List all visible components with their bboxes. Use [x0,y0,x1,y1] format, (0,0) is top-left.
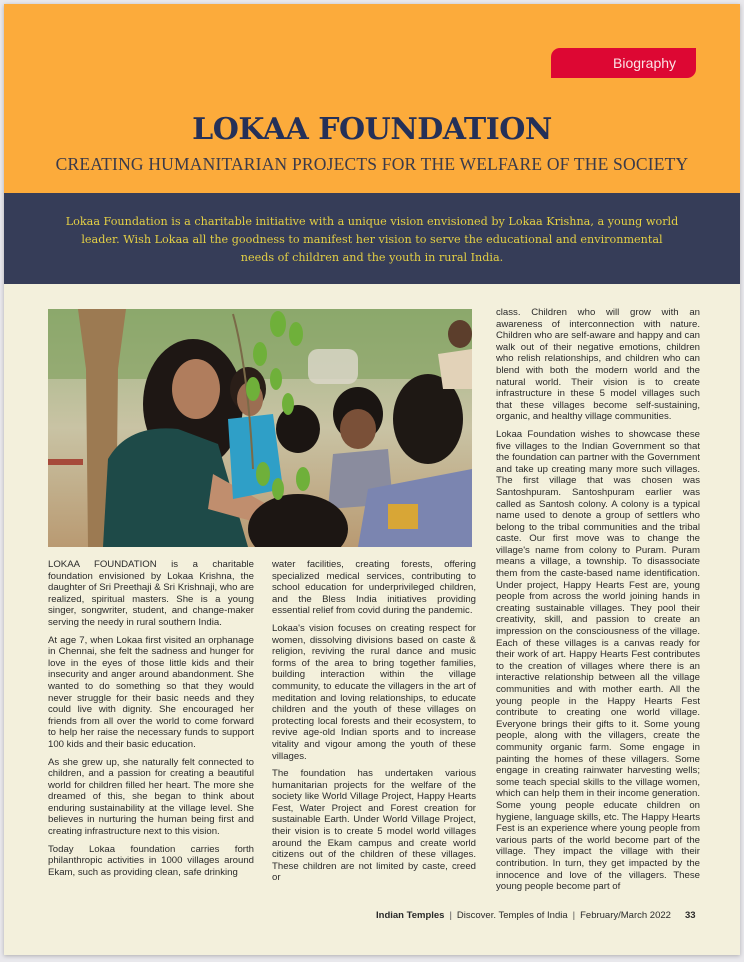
photo-illustration [48,309,472,547]
header-banner [4,4,740,193]
paragraph: As she grew up, she naturally felt connected to children, and a passion for creating a beautiful world for children filled her heart. The more she dreamed of this, she began to think about enduring sustainability at the village level. She believes in nurturing the human being first and creating infrastructure next to this vision. [48,756,254,838]
article-column-3 [496,307,700,899]
footer-tagline: Discover. Temples of India [456,910,568,921]
article-column-2 [272,559,476,890]
page-number: 33 [684,910,696,921]
paragraph: Lokaa's vision focuses on creating respect for women, dissolving divisions based on caste & religion, reviving the rural dance and music forms of the area to bring together families, building interaction within the village community, to educate the villagers in the art of meditation and loving relationships, to educate children and the youth of these villages on protecting local forests and their ecosystem, to revive age-old Indian sports and to increase vitality and vigour among the youth of these villages. [272,622,476,762]
page-subtitle: CREATING HUMANITARIAN PROJECTS FOR THE WELFARE OF THE SOCIETY [55,154,689,174]
page-footer [376,910,696,921]
footer-separator: | [572,910,576,921]
page-title: LOKAA FOUNDATION [192,112,552,147]
intro-band [4,193,740,284]
magazine-page [4,4,740,955]
footer-separator: | [449,910,452,921]
paragraph: Today Lokaa foundation carries forth philanthropic activities in 1000 villages around Ekam, such as providing clean, safe drinking [48,843,254,878]
intro-text: Lokaa Foundation is a charitable initiative with a unique vision envisioned by Lokaa Krishna, a young world leader. Wish Lokaa all the goodness to manifest her vision to serve the educational and environmental needs of children and the youth in rural India. [65,215,679,264]
footer-publication: Indian Temples [376,910,445,921]
footer-issue: February/March 2022 [580,910,671,921]
paragraph: Lokaa Foundation wishes to showcase these five villages to the Indian Government so that the foundation can partner with the Government and take up creating many more such villages. The first village that was chosen was Santoshpuram. Santoshpuram earlier was called as Santosh colony. A colony is a typical name used to denote a group of settlers who belong to the tribal communities and the tribal caste. Our first move was to change the village's name from colony to Puram. Puram means a village, a township. To disassociate them from the caste-based name identification. Under project, Happy Hearts Fest are, young people from across the world joining hands in creating sustainable villages. They pool their creativity, skill, and passion to create an impression on the consciousness of the village. Each of these villages is a canvas ready for their work of art. Happy Hearts Fest contributes to the creation of villages where there is an interactive relationship between all the village communities and with mother earth. All the young people in the Happy Hearts Fest contribute to creating one world village. Everyone brings their gifts to it. Some young people, along with the villagers, create the community organic farm. Some engage in painting the homes of these villagers. Some engage in creating rainwater harvesting wells; some teach special skills to the village women, which can help them in their income generation. Some young people educate children on hygiene, language skills, etc. The Happy Hearts Fest is an experience where young people from various parts of the world become part of the village. They impact the village with their contribution. In turn, they get impacted by the innocence and love of the villagers. These young people become part of [496,428,700,893]
paragraph: The foundation has undertaken various humanitarian projects for the welfare of the society like World Village Project, Happy Hearts Fest, Water Project and Forest creation for sustainable Earth. Under World Village Project, their vision is to create 5 model world villages around the Ekam campus and create world citizens out of the children of these villages. These children are not limited by caste, creed or [272,768,476,884]
section-badge: Biography [551,48,696,78]
paragraph: water facilities, creating forests, offering specialized medical services, contributing to school education for underprivileged children, and the Bless India initiatives providing essential relief from covid during the pandemic. [272,559,476,617]
article-photo [48,309,472,547]
paragraph: class. Children who will grow with an awareness of interconnection with nature. Children who are self-aware and happy and can walk out of their negative emotions, children who relish relationships, and children who can blend with both the modern world and the natural world. Their vision is to create infrastructure in these 5 model villages such that these villages become self-sustaining, organic, and healthy village communities. [496,307,700,423]
paragraph: LOKAA FOUNDATION is a charitable foundation envisioned by Lokaa Krishna, the daughter of Sri Preethaji & Sri Krishnaji, who are realized, spiritual masters. She is a young singer, songwriter, student, and change-maker serving the needy in rural southern India. [48,559,254,628]
paragraph: At age 7, when Lokaa first visited an orphanage in Chennai, she felt the sadness and hunger for love in the eyes of those little kids and their insecurity and anger around abandonment. She wanted to do something so that they would never struggle for their basic needs and they could live with dignity. She encouraged her friends from all over the world to come forward to help her raise the necessary funds to support 100 kids and their basic education. [48,634,254,750]
article-column-1 [48,559,254,884]
